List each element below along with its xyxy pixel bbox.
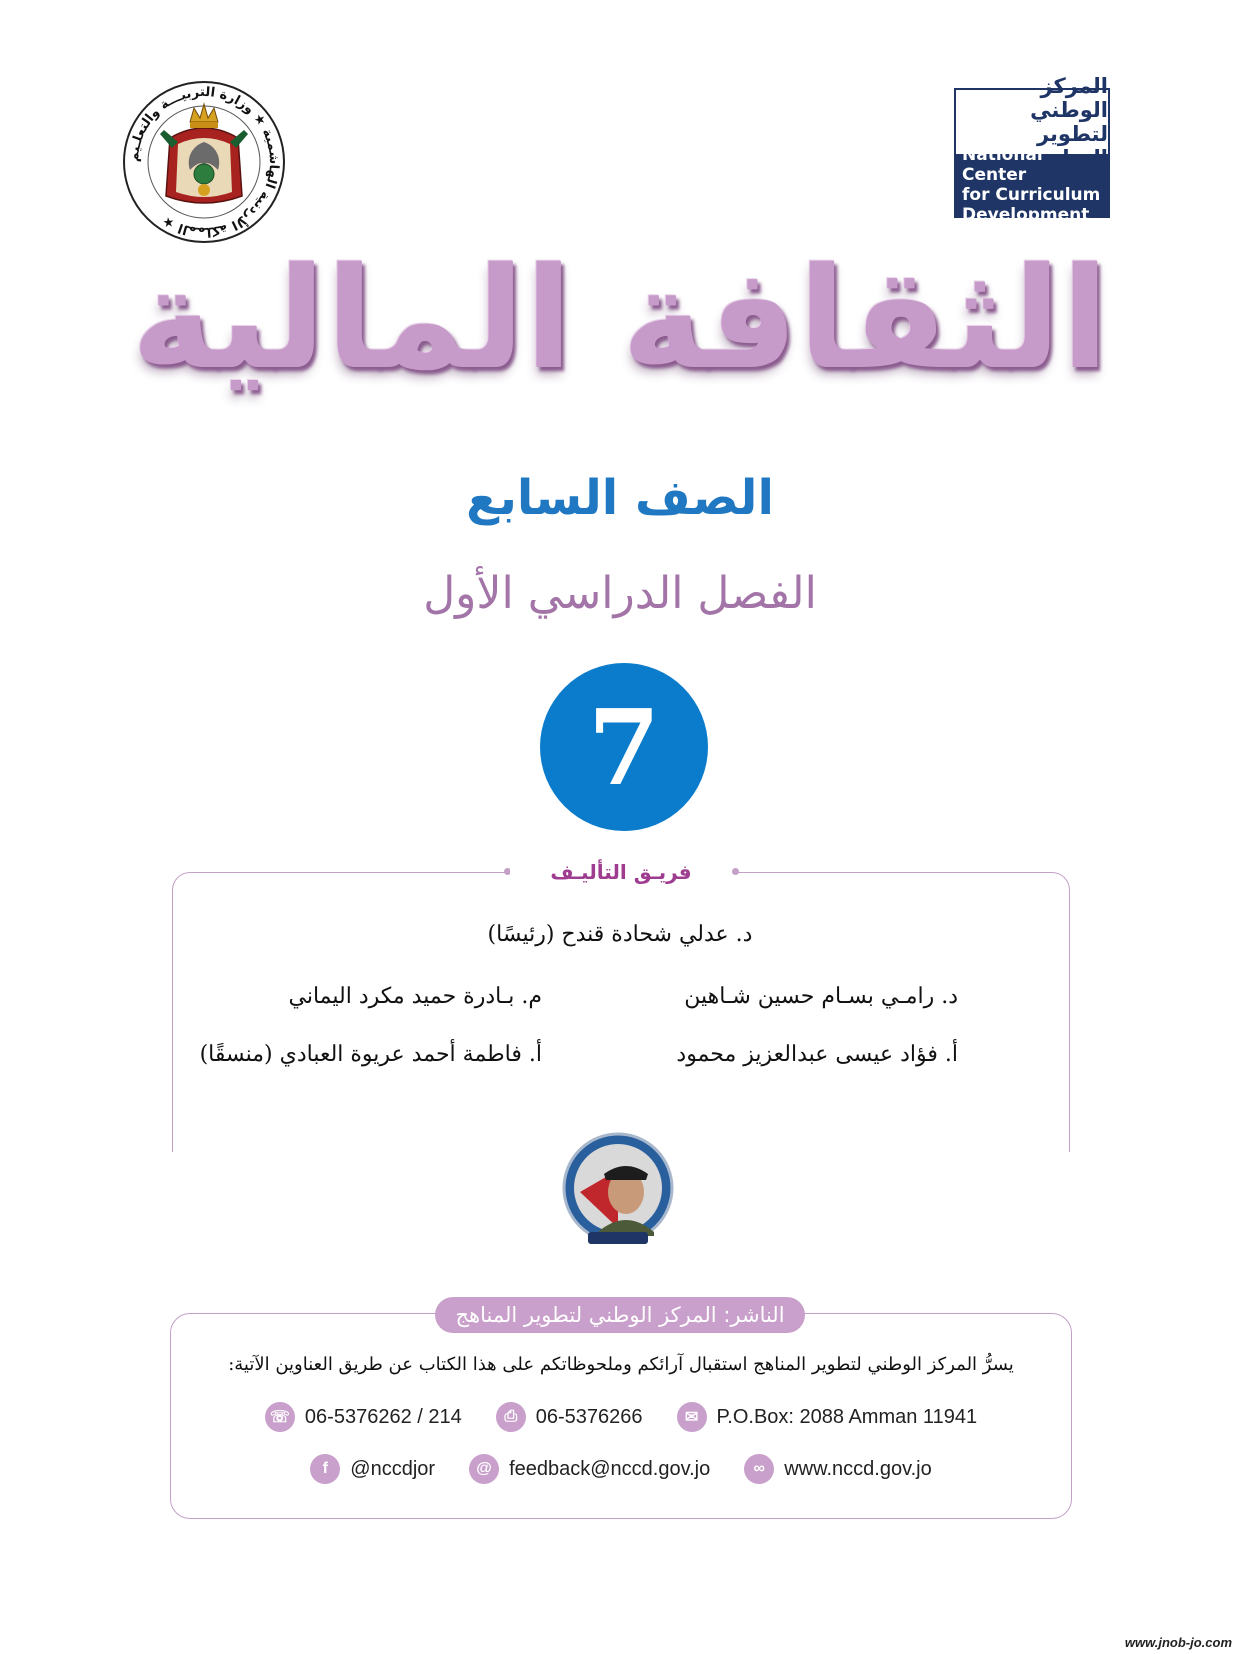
contact-row-1: [170, 1402, 1072, 1432]
contact-facebook[interactable]: [310, 1454, 435, 1484]
nccd-logo: [954, 74, 1110, 225]
publisher-note: يسرُّ المركز الوطني لتطوير المناهج استقبال آرائكم وملحوظاتكم على هذا الكتاب عن طريق العناوين الآتية:: [228, 1354, 1014, 1375]
fax-icon: ⎙: [496, 1402, 526, 1432]
website-url: www.nccd.gov.jo: [784, 1457, 932, 1480]
facebook-handle: @nccdjor: [350, 1457, 436, 1480]
contact-fax[interactable]: [496, 1402, 643, 1432]
author-lead: د. عدلي شحادة قندح (رئيسًا): [487, 922, 753, 947]
email-address: feedback@nccd.gov.jo: [509, 1457, 711, 1480]
ministry-seal-logo: [120, 78, 288, 246]
semester-title: الفصل الدراسي الأول: [423, 568, 817, 619]
phone-number: 06-5376262 / 214: [304, 1405, 462, 1428]
author-row1-right: د. رامـي بسـام حسين شـاهين: [684, 984, 958, 1009]
pobox-address: P.O.Box: 2088 Amman 11941: [716, 1405, 978, 1428]
publisher-label-pill: [435, 1297, 805, 1333]
authors-label: فريـق التأليـف: [550, 860, 692, 884]
nccd-logo-ar-line2: لتطوير المناهج: [1032, 122, 1108, 170]
nccd-logo-ar-line1: المركز الوطني: [1030, 74, 1108, 122]
nccd-logo-en-line2: for Curriculum: [962, 185, 1101, 205]
at-sign-icon: @: [469, 1454, 499, 1484]
nccd-logo-en-line3: Development: [962, 205, 1090, 225]
facebook-icon: f: [310, 1454, 340, 1484]
contact-pobox: [677, 1402, 978, 1432]
phone-icon: ☏: [265, 1402, 295, 1432]
grade-number-badge: 7: [540, 663, 708, 831]
link-icon: ∞: [744, 1454, 774, 1484]
svg-text:المملكة الأردنية الهاشمية ★ وز: المملكة الأردنية الهاشمية ★ وزارة التربيـــة والتعلـيم ★: [126, 84, 282, 240]
authors-label-wrap: [510, 856, 732, 888]
authors-frame: [172, 872, 1070, 1152]
grade-title: الصف السابع: [466, 470, 774, 526]
mail-envelope-icon: ✉: [677, 1402, 707, 1432]
contact-email[interactable]: [469, 1454, 710, 1484]
author-row1-left: م. بـادرة حميد مكرد اليماني: [288, 984, 542, 1009]
portrait-badge-image: [558, 1132, 678, 1250]
nccd-logo-en-line1: National Center: [962, 145, 1043, 185]
frame-dot-right: [732, 868, 739, 875]
author-row2-right: أ. فؤاد عيسى عبدالعزيز محمود: [676, 1042, 958, 1067]
book-title: الثقافة المالية: [131, 238, 1109, 401]
contact-website[interactable]: [744, 1454, 931, 1484]
fax-number: 06-5376266: [535, 1405, 643, 1428]
site-watermark: www.jnob-jo.com: [1124, 1635, 1232, 1650]
contact-row-2: [170, 1454, 1072, 1484]
contact-phone[interactable]: [265, 1402, 462, 1432]
publisher-label: الناشر: المركز الوطني لتطوير المناهج: [455, 1303, 785, 1327]
author-row2-left: أ. فاطمة أحمد عريوة العبادي (منسقًا): [199, 1042, 542, 1067]
